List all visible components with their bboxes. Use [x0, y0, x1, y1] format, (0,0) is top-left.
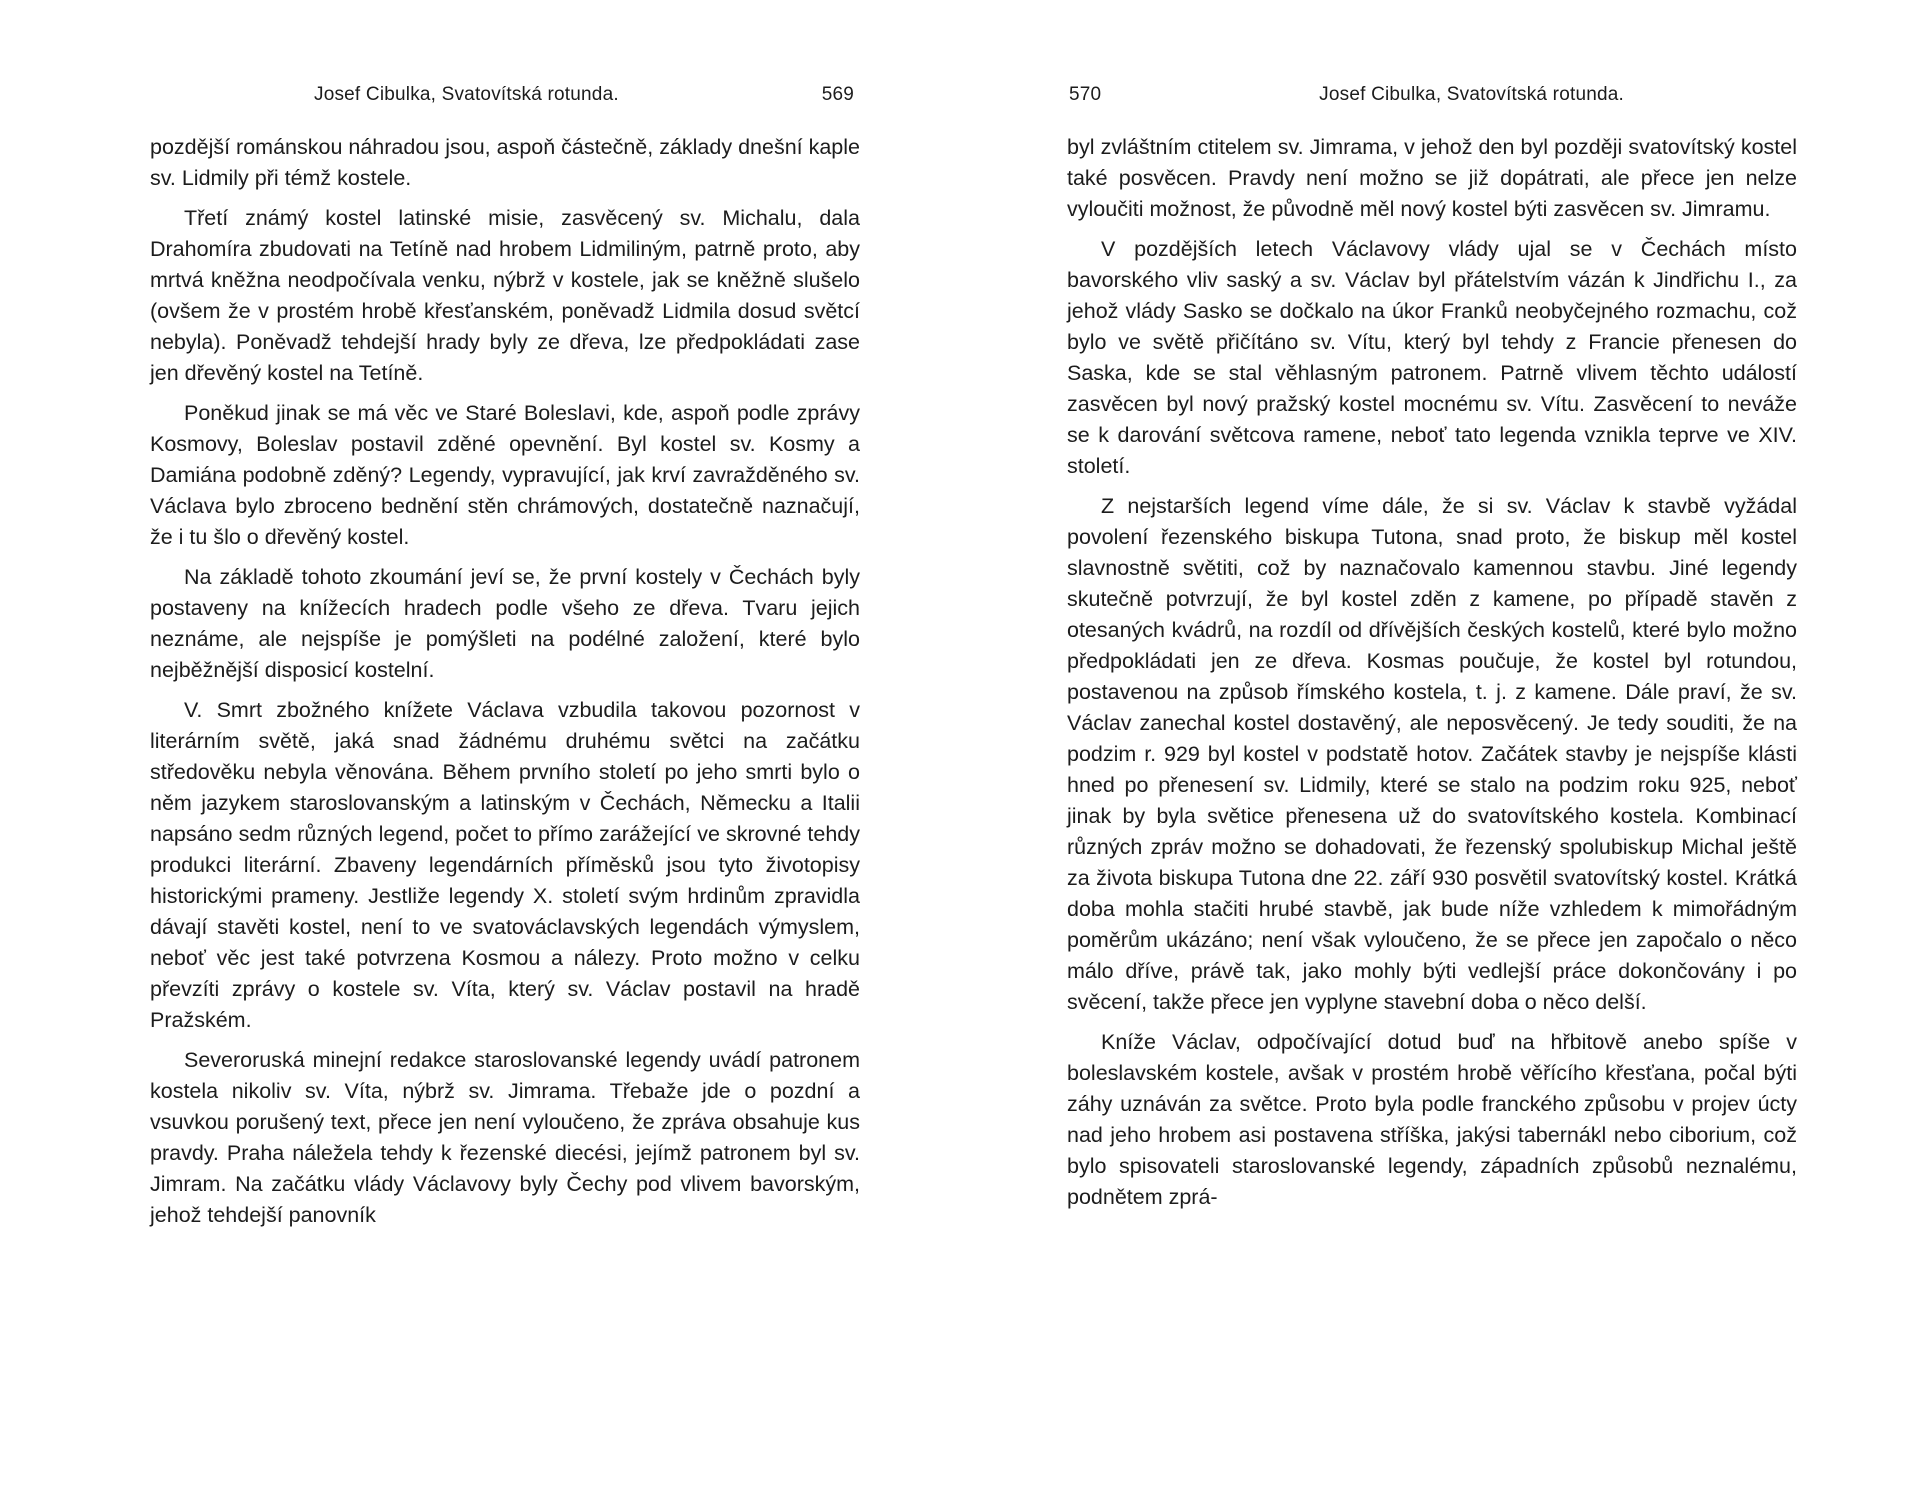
paragraph: Na základě tohoto zkoumání jeví se, že první kostely v Čechách byly postaveny na knížecích hradech podle všeho ze dřeva. Tvaru jejich neznáme, ale nejspíše je pomýšleti na podélné založení, které bylo nejběžnější disposicí kostelní.: [150, 565, 860, 682]
paragraph: pozdější románskou náhradou jsou, aspoň částečně, základy dnešní kaple sv. Lidmily při témž kostele.: [150, 135, 860, 190]
left-page-body: [150, 132, 860, 1240]
page-number: 570: [1069, 84, 1102, 105]
paragraph: V pozdějších letech Václavovy vlády ujal se v Čechách místo bavorského vliv saský a sv. Václav byl přátelstvím vázán k Jindřichu I., za jehož vlády Sasko se dočkalo na úkor Franků neobyčejného rozmachu, což bylo ve světě přičítáno sv. Vítu, který byl tehdy z Francie přenesen do Saska, kde se stal věhlasným patronem. Patrně vlivem těchto událostí zasvěcen byl nový pražský kostel mocnému sv. Vítu. Zasvěcení to neváže se k darování světcova ramene, neboť tato legenda vznikla teprve ve XIV. století.: [1067, 237, 1797, 478]
left-page-header: [314, 80, 854, 110]
paragraph: Poněkud jinak se má věc ve Staré Boleslavi, kde, aspoň podle zprávy Kosmovy, Boleslav postavil zděné opevnění. Byl kostel sv. Kosmy a Damiána podobně zděný? Legendy, vypravující, jak krví zavražděného sv. Václava bylo zbroceno bednění stěn chrámových, dostatečně naznačují, že i tu šlo o dřevěný kostel.: [150, 401, 860, 549]
running-head: Josef Cibulka, Svatovítská rotunda.: [314, 84, 619, 105]
right-page-body: [1067, 132, 1797, 1222]
paragraph: Třetí známý kostel latinské misie, zasvěcený sv. Michalu, dala Drahomíra zbudovati na Tetíně nad hrobem Lidmiliným, patrně proto, aby mrtvá kněžna neodpočívala venku, nýbrž v kostele, jak se kněžně slušelo (ovšem že v prostém hrobě křesťanském, poněvadž Lidmila dosud světcí nebyla). Poněvadž tehdejší hrady byly ze dřeva, lze předpokládati zase jen dřevěný kostel na Tetíně.: [150, 206, 860, 385]
running-head: Josef Cibulka, Svatovítská rotunda.: [1319, 84, 1624, 105]
page-number: 569: [821, 84, 854, 105]
paragraph: Kníže Václav, odpočívající dotud buď na hřbitově anebo spíše v boleslavském kostele, avšak v prostém hrobě věřícího křesťana, počal býti záhy uznáván za světce. Proto byla podle franckého způsobu v projev úcty nad jeho hrobem asi postavena stříška, jakýsi tabernákl nebo ciborium, což bylo spisovateli staroslovanské legendy, západních způsobů neznalému, podnětem zprá-: [1067, 1030, 1797, 1209]
paragraph: V. Smrt zbožného knížete Václava vzbudila takovou pozornost v literárním světě, jaká snad žádnému druhému světci na začátku středověku nebyla věnována. Během prvního století po jeho smrti bylo o něm jazykem staroslovanským a latinským v Čechách, Německu a Italii napsáno sedm různých legend, počet to přímo zarážející ve skrovné tehdy produkci literární. Zbaveny legendárních příměsků jsou tyto životopisy historickými prameny. Jestliže legendy X. století svým hrdinům zpravidla dávají stavěti kostel, není to ve svatováclavských legendách výmyslem, neboť věc jest také potvrzena Kosmou a nálezy. Proto možno v celku převzíti zprávy o kostele sv. Víta, který sv. Václav postavil na hradě Pražském.: [150, 698, 860, 1032]
paragraph: byl zvláštním ctitelem sv. Jimrama, v jehož den byl později svatovítský kostel také posvěcen. Pravdy není možno se již dopátrati, ale přece jen nelze vyloučiti možnost, že původně měl nový kostel býti zasvěcen sv. Jimramu.: [1067, 135, 1797, 221]
right-page-header: [1069, 80, 1624, 110]
paragraph: Severoruská minejní redakce staroslovanské legendy uvádí patronem kostela nikoliv sv. Víta, nýbrž sv. Jimrama. Třebaže jde o pozdní a vsuvkou porušený text, přece jen není vyloučeno, že zpráva obsahuje kus pravdy. Praha náležela tehdy k řezenské diecési, jejímž patronem byl sv. Jimram. Na začátku vlády Václavovy byly Čechy pod vlivem bavorským, jehož tehdejší panovník: [150, 1048, 860, 1227]
right-page: [957, 0, 1914, 1500]
paragraph: Z nejstarších legend víme dále, že si sv. Václav k stavbě vyžádal povolení řezenského biskupa Tutona, snad proto, že biskup měl kostel slavnostně světiti, což by naznačovalo kamennou stavbu. Jiné legendy skutečně potvrzují, že byl kostel zděn z kamene, po případě stavěn z otesaných kvádrů, na rozdíl od dřívějších českých kostelů, které bylo možno předpokládati jen ze dřeva. Kosmas poučuje, že kostel byl rotundou, postavenou na způsob římského kostela, t. j. z kamene. Dále praví, že sv. Václav zanechal kostel dostavěný, ale neposvěcený. Je tedy souditi, že na podzim r. 929 byl kostel v podstatě hotov. Začátek stavby je nejspíše klásti hned po přenesení sv. Lidmily, které se stalo na podzim roku 925, neboť jinak by byla světice přenesena už do svatovítského kostela. Kombinací různých zpráv možno se dohadovati, že řezenský spolubiskup Michal ještě za života biskupa Tutona dne 22. září 930 posvětil svatovítský kostel. Krátká doba mohla stačiti hrubé stavbě, jak bude níže vzhledem k mimořádným poměrům ukázáno; není však vyloučeno, že se přece jen započalo o něco málo dříve, právě tak, jako mohly býti vedlejší práce dokončovány i po svěcení, takže přece jen vyplyne stavební doba o něco delší.: [1067, 494, 1797, 1014]
